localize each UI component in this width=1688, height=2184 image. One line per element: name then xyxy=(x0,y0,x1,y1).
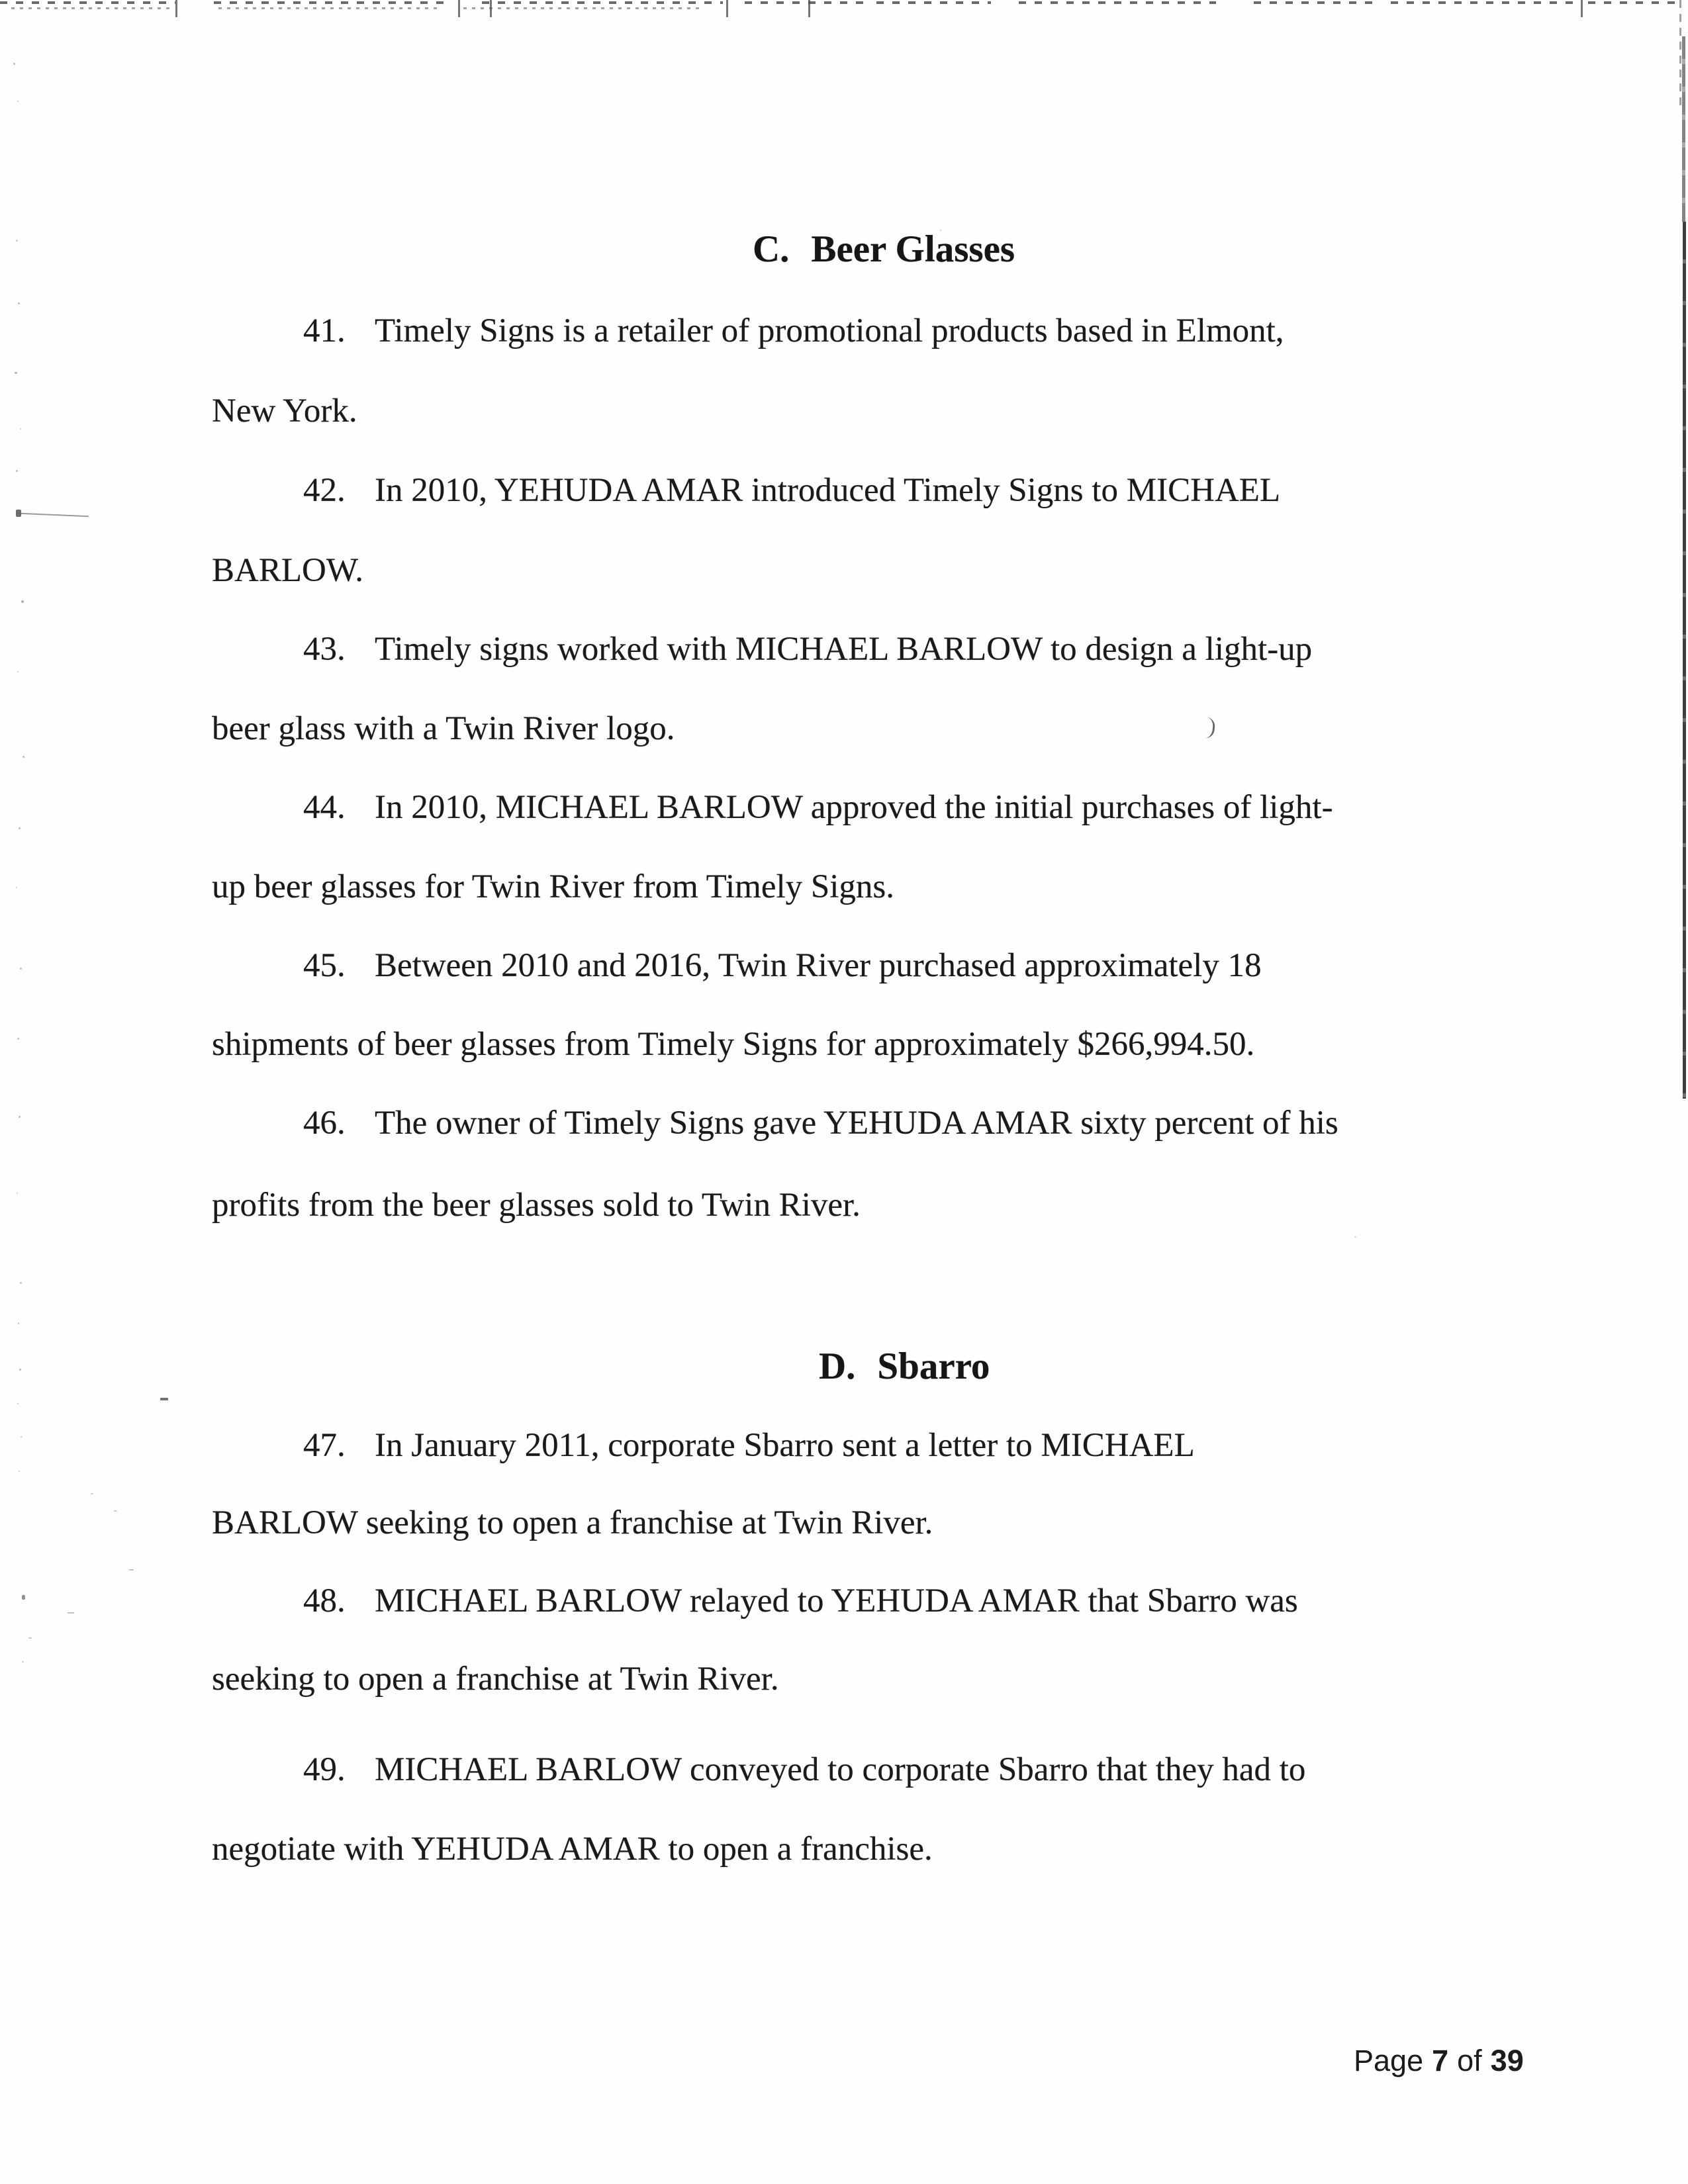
paragraph-48-line-1 xyxy=(0,1582,1688,1628)
scan-dot-line xyxy=(463,7,702,9)
scan-speck xyxy=(114,1510,117,1512)
scan-speck xyxy=(21,600,24,603)
scan-speck xyxy=(129,1569,134,1570)
paragraph-41-number: 41. xyxy=(303,312,346,349)
scan-speck xyxy=(17,101,19,102)
footer-total-pages: 39 xyxy=(1490,2044,1524,2077)
footer-of-label: of xyxy=(1457,2044,1482,2077)
paragraph-49-line-2: negotiate with YEHUDA AMAR to open a franchise. xyxy=(212,1831,933,1868)
paragraph-44-line-2: up beer glasses for Twin River from Timely Signs. xyxy=(212,868,895,905)
scan-speck xyxy=(13,63,15,65)
paragraph-44-text: In 2010, MICHAEL BARLOW approved the initial purchases of light- xyxy=(375,789,1333,826)
footer-current-page: 7 xyxy=(1432,2044,1449,2077)
footer-page-label: Page xyxy=(1354,2044,1424,2077)
paragraph-43-line-1 xyxy=(0,630,1688,676)
scan-vertical-line xyxy=(1682,36,1685,222)
paragraph-46-line-1 xyxy=(0,1104,1688,1150)
scan-dot-line xyxy=(11,7,170,9)
paragraph-44-line-1 xyxy=(0,788,1688,835)
scan-dash-line xyxy=(1254,1,1374,4)
scan-tick xyxy=(458,0,460,17)
paragraph-49-number: 49. xyxy=(303,1751,346,1788)
paragraph-43-text: Timely signs worked with MICHAEL BARLOW to design a light-up xyxy=(375,631,1313,668)
paragraph-49-line-1 xyxy=(0,1751,1688,1797)
scan-vertical-line xyxy=(1679,0,1681,111)
scan-tick xyxy=(726,0,728,17)
scan-tick xyxy=(808,0,810,17)
paragraph-47-line-1 xyxy=(0,1426,1688,1473)
scan-dash-line xyxy=(1391,1,1577,4)
scan-speck xyxy=(91,1493,93,1494)
paragraph-42-line-1 xyxy=(0,471,1688,518)
scan-tick xyxy=(175,0,177,17)
scan-dash-line xyxy=(1019,1,1216,4)
paragraph-47-text: In January 2011, corporate Sbarro sent a letter to MICHAEL xyxy=(375,1427,1195,1464)
section-d-heading xyxy=(819,1345,990,1388)
paragraph-47-number: 47. xyxy=(303,1427,346,1464)
paragraph-44-number: 44. xyxy=(303,789,346,826)
scan-speck xyxy=(1354,1236,1356,1238)
paragraph-47-line-2: BARLOW seeking to open a franchise at Twin River. xyxy=(212,1504,933,1541)
scan-dash-line xyxy=(1588,1,1676,4)
page-number-footer xyxy=(1354,2044,1524,2078)
paragraph-43-number: 43. xyxy=(303,631,346,668)
scan-speck xyxy=(19,1369,21,1371)
paragraph-48-number: 48. xyxy=(303,1582,346,1619)
scan-speck xyxy=(18,302,20,304)
paragraph-46-number: 46. xyxy=(303,1105,346,1142)
scan-dot-line xyxy=(218,7,437,9)
paragraph-45-line-1 xyxy=(0,946,1688,993)
paragraph-42-line-2: BARLOW. xyxy=(212,552,364,589)
scan-dash-line xyxy=(0,1,175,4)
section-c-title: Beer Glasses xyxy=(811,228,1015,270)
paragraph-45-text: Between 2010 and 2016, Twin River purchased approximately 18 xyxy=(375,947,1262,984)
scan-speck xyxy=(20,428,21,430)
scan-speck xyxy=(16,240,18,242)
paragraph-41-line-1 xyxy=(0,312,1688,358)
paragraph-48-line-2: seeking to open a franchise at Twin River. xyxy=(212,1661,779,1698)
scan-tick xyxy=(490,0,492,17)
scan-speck xyxy=(18,1322,19,1324)
section-c-heading xyxy=(753,228,1015,271)
paragraph-46-line-2: profits from the beer glasses sold to Twin River. xyxy=(212,1187,861,1224)
scan-speck xyxy=(23,756,24,758)
scan-tick xyxy=(1581,0,1583,17)
paragraph-41-text: Timely Signs is a retailer of promotional products based in Elmont, xyxy=(375,312,1284,349)
scan-speck xyxy=(17,1403,19,1404)
scan-speck xyxy=(20,1282,22,1284)
paragraph-45-number: 45. xyxy=(303,947,346,984)
section-c-letter: C. xyxy=(753,228,790,270)
paragraph-49-text: MICHAEL BARLOW conveyed to corporate Sbarro that they had to xyxy=(375,1751,1306,1788)
paragraph-46-text: The owner of Timely Signs gave YEHUDA AMAR sixty percent of his xyxy=(375,1105,1338,1142)
scan-dash-line xyxy=(876,1,991,4)
scan-dash-line xyxy=(214,1,449,4)
section-d-letter: D. xyxy=(819,1345,856,1387)
scan-dash-line xyxy=(745,1,865,4)
paragraph-43-line-2: beer glass with a Twin River logo. xyxy=(212,710,675,747)
paragraph-45-line-2: shipments of beer glasses from Timely Signs for approximately $266,994.50. xyxy=(212,1026,1255,1063)
paragraph-42-text: In 2010, YEHUDA AMAR introduced Timely Signs to MICHAEL xyxy=(375,472,1281,509)
paragraph-41-line-2: New York. xyxy=(212,392,357,430)
scan-dash-mark xyxy=(160,1398,168,1400)
paragraph-42-number: 42. xyxy=(303,472,346,509)
section-d-title: Sbarro xyxy=(877,1345,990,1387)
paragraph-48-text: MICHAEL BARLOW relayed to YEHUDA AMAR that Sbarro was xyxy=(375,1582,1298,1619)
scan-dash-line xyxy=(482,1,723,4)
